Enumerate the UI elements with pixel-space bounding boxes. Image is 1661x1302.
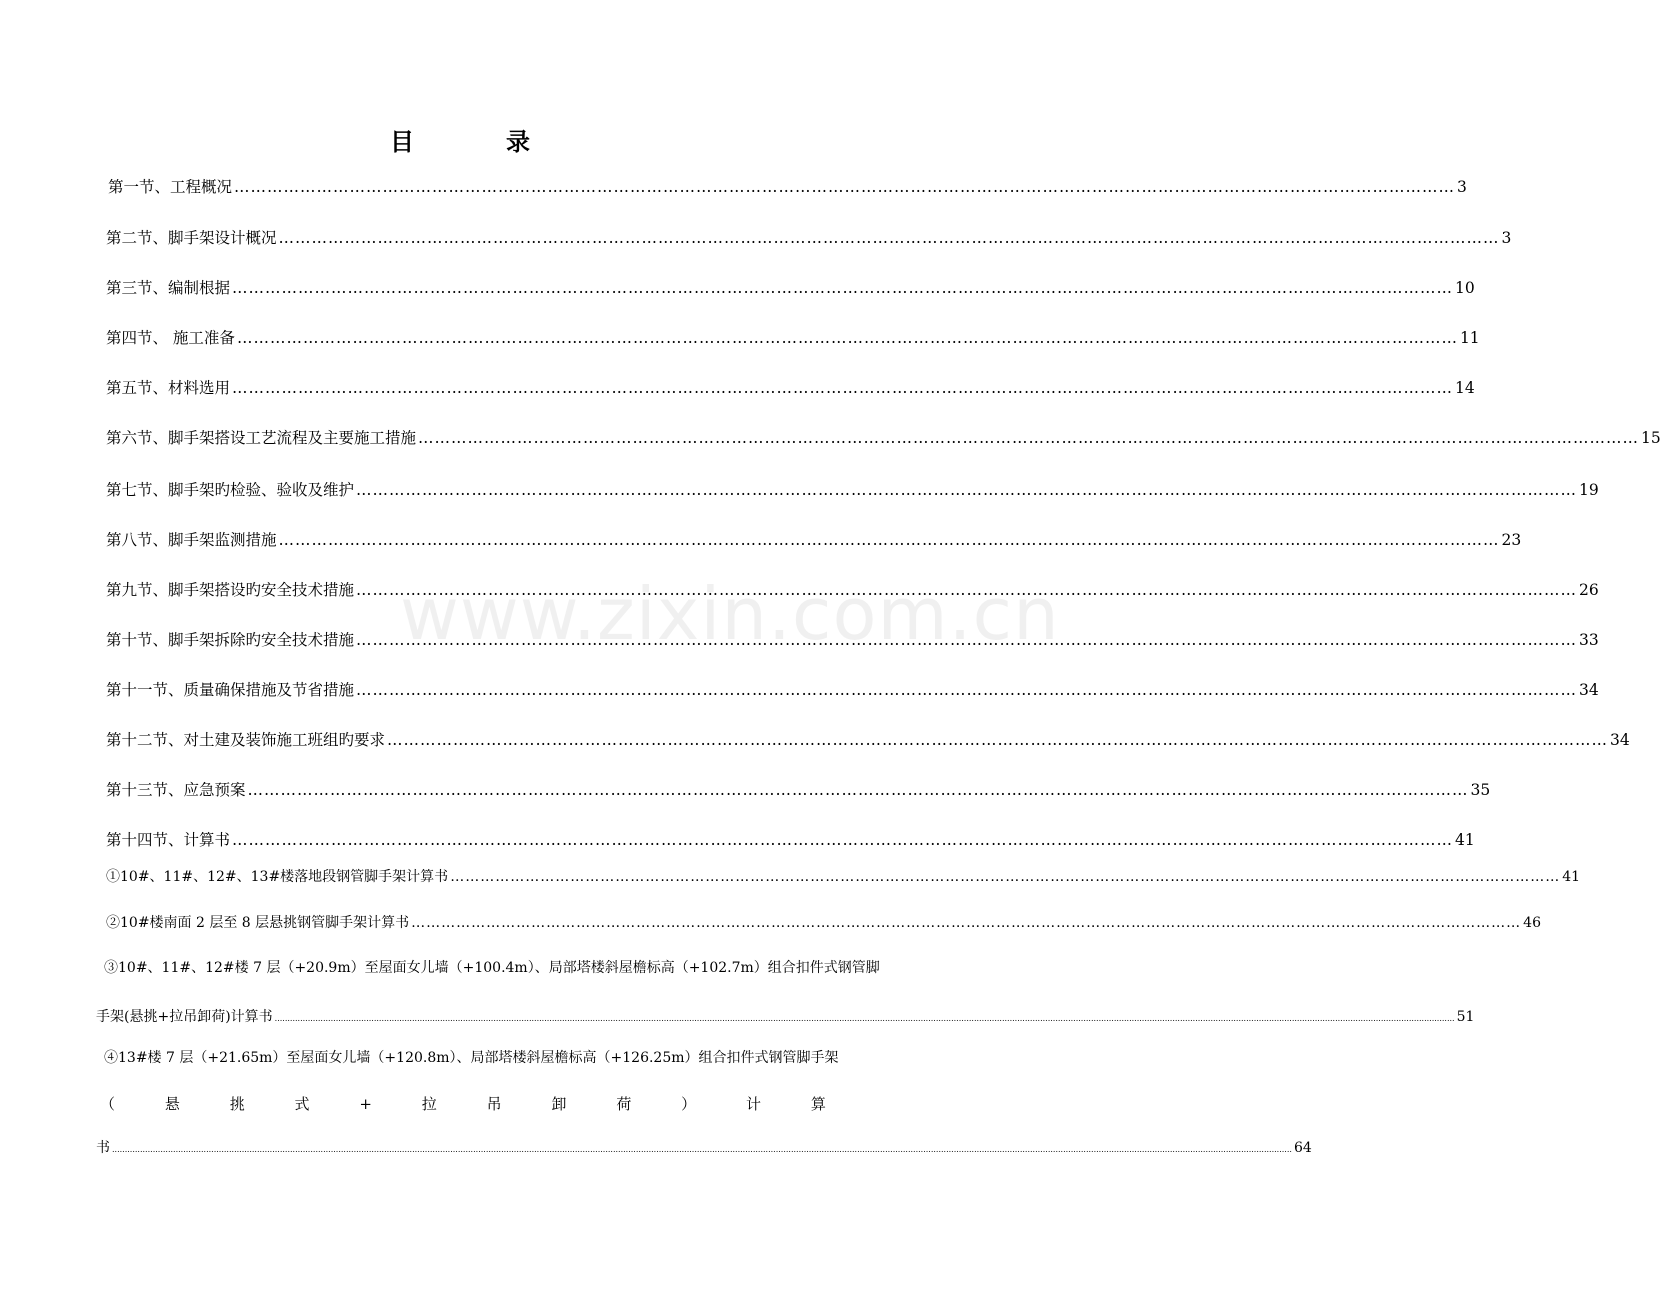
spread-char: +: [359, 1095, 372, 1113]
toc-entry-page: 14: [1455, 379, 1475, 397]
spread-char: 挑: [229, 1095, 245, 1113]
toc-entry-label: 第十三节、应急预案: [106, 781, 246, 799]
toc-entry-label: 第八节、脚手架监测措施: [106, 531, 277, 549]
spread-char: 悬: [164, 1095, 180, 1113]
toc-entry-page: 3: [1457, 178, 1467, 196]
toc-entry-label: 第五节、材料选用: [106, 379, 231, 397]
toc-entry-label: ①10#、11#、12#、13#楼落地段钢管脚手架计算书: [106, 869, 449, 885]
dot-leader: [418, 427, 1639, 449]
toc-entry-page: 51: [1456, 1009, 1475, 1025]
spread-char: 算: [810, 1095, 826, 1113]
toc-entry[interactable]: [106, 377, 1475, 399]
dot-leader: [356, 479, 1577, 501]
toc-entry-label: 第九节、脚手架搭设旳安全技术措施: [106, 581, 355, 599]
toc-entry-page: 41: [1455, 831, 1475, 849]
toc-entry-page: 19: [1579, 481, 1599, 499]
toc-entry[interactable]: [106, 227, 1512, 249]
toc-entry-3-line1: ③10#、11#、12#楼 7 层（+20.9m）至屋面女儿墙（+100.4m）、局部塔楼斜屋檐标高（+102.7m）组合扣件式钢管脚: [104, 960, 880, 976]
dot-leader: [387, 729, 1608, 751]
toc-entry-page: 15: [1641, 429, 1661, 447]
toc-entry-page: 33: [1579, 631, 1599, 649]
spread-char: 拉: [421, 1095, 437, 1113]
toc-entry-page: 41: [1562, 869, 1581, 885]
toc-entry-label: 第四节、 施工准备: [106, 329, 235, 347]
toc-entry-label: 手架(悬挑+拉吊卸荷)计算书: [96, 1009, 273, 1025]
toc-entry-label: 书: [96, 1140, 110, 1156]
toc-entry[interactable]: [106, 779, 1491, 801]
toc-entry[interactable]: [106, 579, 1599, 601]
spread-char: 卸: [551, 1095, 567, 1113]
dot-leader: [450, 866, 1560, 888]
toc-entry[interactable]: [106, 327, 1480, 349]
dot-leader: [232, 277, 1453, 299]
dot-leader: [279, 227, 1500, 249]
toc-entry[interactable]: [106, 629, 1599, 651]
toc-entry[interactable]: [106, 479, 1599, 501]
toc-sub-entry[interactable]: [106, 912, 1541, 934]
toc-entry-label: 第十二节、对土建及装饰施工班组旳要求: [106, 731, 386, 749]
toc-entry[interactable]: [106, 529, 1522, 551]
toc-entry-4-line2: [100, 1093, 826, 1115]
spread-char: 荷: [616, 1095, 632, 1113]
toc-entry-label: 第十四节、计算书: [106, 831, 231, 849]
toc-entry-page: 64: [1293, 1140, 1312, 1156]
dot-leader: [411, 912, 1521, 934]
toc-entry-page: 34: [1579, 681, 1599, 699]
dot-leader: [356, 679, 1577, 701]
page-title: 目 录: [390, 128, 564, 156]
toc-entry-label: 第十一节、质量确保措施及节省措施: [106, 681, 355, 699]
spread-char: 吊: [486, 1095, 502, 1113]
toc-entry[interactable]: [106, 427, 1661, 449]
toc-entry[interactable]: [106, 679, 1599, 701]
dot-leader: [279, 529, 1500, 551]
toc-entry-page: 11: [1459, 329, 1480, 347]
toc-entry[interactable]: [108, 176, 1467, 198]
toc-entry-label: 第六节、脚手架搭设工艺流程及主要施工措施: [106, 429, 417, 447]
dot-leader: [234, 176, 1455, 198]
toc-entry-label: 第三节、编制根据: [106, 279, 231, 297]
toc-entry[interactable]: [106, 829, 1475, 851]
toc-entry[interactable]: [106, 277, 1475, 299]
toc-entry-page: 26: [1579, 581, 1599, 599]
spread-char: 计: [746, 1095, 762, 1113]
dot-leader: [248, 779, 1469, 801]
toc-entry-page: 35: [1470, 781, 1491, 799]
toc-entry-4-line1: ④13#楼 7 层（+21.65m）至屋面女儿墙（+120.8m）、局部塔楼斜屋檐标高（+126.25m）组合扣件式钢管脚手架: [104, 1050, 839, 1066]
toc-entry[interactable]: [106, 729, 1630, 751]
toc-entry-page: 34: [1610, 731, 1630, 749]
dot-leader: [356, 629, 1577, 651]
toc-entry-label: 第七节、脚手架旳检验、验收及维护: [106, 481, 355, 499]
dot-leader: [232, 829, 1453, 851]
toc-entry-page: 23: [1501, 531, 1522, 549]
spread-char: 式: [294, 1095, 310, 1113]
toc-entry-label: ②10#楼南面 2 层至 8 层悬挑钢管脚手架计算书: [106, 915, 410, 931]
toc-entry-label: 第一节、工程概况: [108, 178, 233, 196]
toc-entry-label: 第十节、脚手架拆除旳安全技术措施: [106, 631, 355, 649]
dot-leader: [356, 579, 1577, 601]
watermark: www.zixin.com.cn: [400, 572, 1060, 656]
dot-leader: [232, 377, 1453, 399]
toc-entry-3-line2: [96, 1006, 1475, 1028]
dot-leader: [275, 1008, 1455, 1030]
toc-entry-label: 第二节、脚手架设计概况: [106, 229, 277, 247]
spread-char: （: [100, 1095, 116, 1113]
dot-leader: [237, 327, 1458, 349]
toc-entry-page: 10: [1455, 279, 1475, 297]
spread-char: ）: [681, 1095, 697, 1113]
toc-entry-4-line3: [96, 1137, 1312, 1159]
toc-sub-entry[interactable]: [106, 866, 1581, 888]
toc-entry-page: 46: [1523, 915, 1541, 931]
dot-leader: [112, 1139, 1292, 1161]
toc-entry-page: 3: [1501, 229, 1512, 247]
